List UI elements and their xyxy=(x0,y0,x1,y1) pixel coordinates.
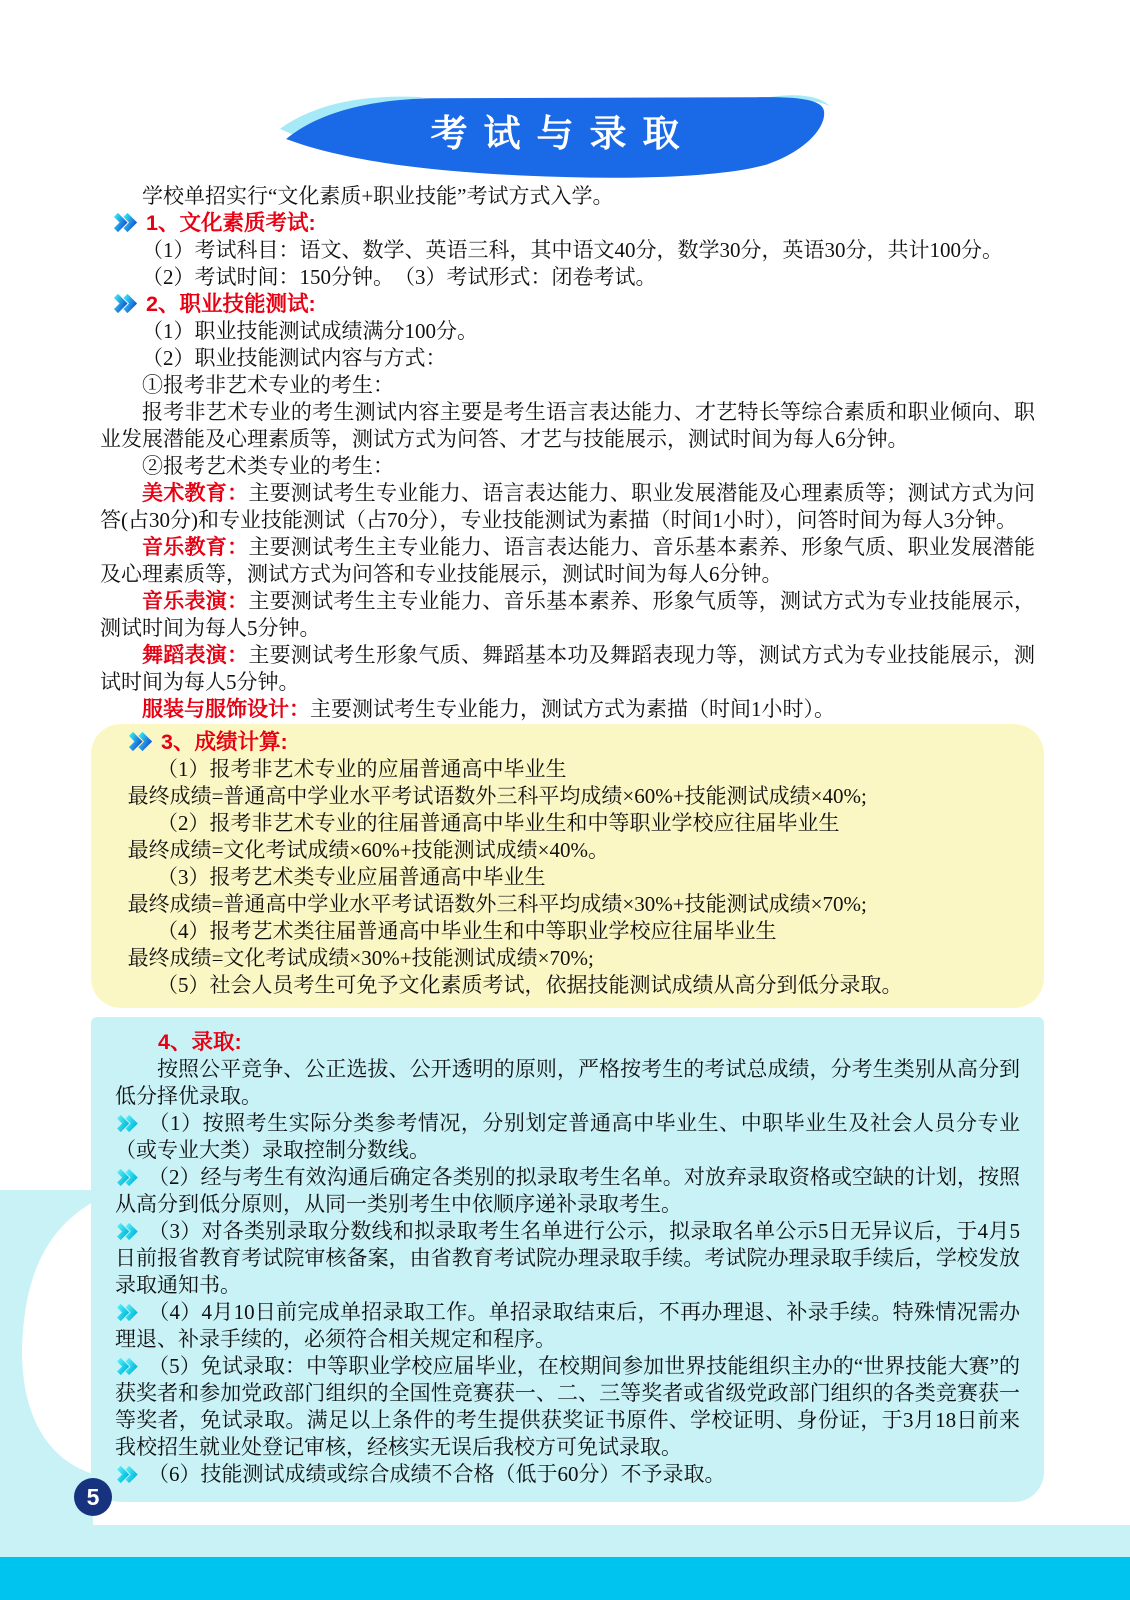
major-desc: 主要测试考生主专业能力、语言表达能力、音乐基本素养、形象气质、职业发展潜能及心理素质等，测试方式为问答和专业技能展示，测试时间为每人6分钟。 xyxy=(100,535,1035,586)
admission-item-text: （1）按照考生实际分类参考情况，分别划定普通高中毕业生、中职毕业生及社会人员分专业（或专业大类）录取控制分数线。 xyxy=(115,1111,1020,1162)
rule-line: （2）报考非艺术专业的往届普通高中毕业生和中等职业学校应往届毕业生 xyxy=(157,811,840,835)
paragraph: （1）考试科目：语文、数学、英语三科，其中语文40分，数学30分，英语30分，共计100分。 xyxy=(142,238,1003,262)
major-paragraph xyxy=(100,696,1035,723)
major-paragraph xyxy=(100,534,1035,588)
left-corner-decoration xyxy=(0,1190,95,1525)
rule-line: （1）报考非艺术专业的应届普通高中毕业生 xyxy=(157,757,567,781)
header-banner xyxy=(280,88,830,188)
chevron-double-icon xyxy=(115,1223,138,1240)
major-desc: 主要测试考生专业能力，测试方式为素描（时间1小时）。 xyxy=(310,697,835,721)
major-desc: 主要测试考生主专业能力、音乐基本素养、形象气质等，测试方式为专业技能展示，测试时间为每人5分钟。 xyxy=(100,589,1035,640)
major-desc: 主要测试考生形象气质、舞蹈基本功及舞蹈表现力等，测试方式为专业技能展示，测试时间为每人5分钟。 xyxy=(100,643,1035,694)
chevron-double-icon xyxy=(115,1466,138,1483)
paragraph: （1）职业技能测试成绩满分100分。 xyxy=(142,319,478,343)
major-name: 音乐表演： xyxy=(142,589,249,613)
formula-line: 最终成绩=文化考试成绩×30%+技能测试成绩×70%; xyxy=(127,946,594,970)
chevron-double-icon xyxy=(112,213,137,232)
section-1-title: 1、文化素质考试: xyxy=(146,211,316,235)
footer-band-light xyxy=(0,1525,1130,1557)
admission-item-text: （2）经与考生有效沟通后确定各类别的拟录取考生名单。对放弃录取资格或空缺的计划，按照从高分到低分原则，从同一类别考生中依顺序递补录取考生。 xyxy=(115,1165,1020,1216)
section-2-heading xyxy=(100,291,1035,318)
major-paragraph xyxy=(100,642,1035,696)
chevron-double-icon xyxy=(115,1169,138,1186)
major-paragraph xyxy=(100,588,1035,642)
major-desc: 主要测试考生专业能力、语言表达能力、职业发展潜能及心理素质等；测试方式为问答(占30分)和专业技能测试（占70分），专业技能测试为素描（时间1小时），问答时间为每人3分钟。 xyxy=(100,481,1035,532)
rule-line: （3）报考艺术类专业应届普通高中毕业生 xyxy=(157,865,546,889)
main-content xyxy=(100,183,1035,1502)
rule-line: （5）社会人员考生可免予文化素质考试，依据技能测试成绩从高分到低分录取。 xyxy=(157,973,903,997)
major-name: 舞蹈表演： xyxy=(142,643,249,667)
section-1-heading xyxy=(100,210,1035,237)
admission-item xyxy=(115,1461,1020,1488)
formula-line: 最终成绩=普通高中学业水平考试语数外三科平均成绩×30%+技能测试成绩×70%; xyxy=(127,892,867,916)
major-name: 服装与服饰设计： xyxy=(142,697,310,721)
section-4-title: 4、录取: xyxy=(158,1030,242,1054)
admission-item-text: （3）对各类别录取分数线和拟录取考生名单进行公示，拟录取名单公示5日无异议后，于4月5日前报省教育考试院审核备案，由省教育考试院办理录取手续。考试院办理录取手续后，学校发放录取通知书。 xyxy=(115,1219,1020,1297)
footer-band-cyan xyxy=(0,1557,1130,1600)
rule-line: （4）报考艺术类往届普通高中毕业生和中等职业学校应往届毕业生 xyxy=(157,919,777,943)
section-2-title: 2、职业技能测试: xyxy=(146,292,316,316)
major-paragraph xyxy=(100,480,1035,534)
admission-item xyxy=(115,1164,1020,1218)
paragraph: （2）职业技能测试内容与方式： xyxy=(142,346,447,370)
admission-item-text: （4）4月10日前完成单招录取工作。单招录取结束后，不再办理退、补录手续。特殊情况需办理退、补录手续的，必须符合相关规定和程序。 xyxy=(115,1300,1020,1351)
admission-item xyxy=(115,1218,1020,1299)
paragraph: 按照公平竞争、公正选拔、公开透明的原则，严格按考生的考试总成绩，分考生类别从高分到低分择优录取。 xyxy=(115,1057,1020,1108)
chevron-double-icon xyxy=(115,1358,138,1375)
admission-item xyxy=(115,1110,1020,1164)
admission-item-text: （5）免试录取：中等职业学校应届毕业，在校期间参加世界技能组织主办的“世界技能大赛”的获奖者和参加党政部门组织的全国性竞赛获一、二、三等奖者或省级党政部门组织的各类竞赛获一等奖者，免试录取。满足以上条件的考生提供获奖证书原件、学校证明、身份证，于3月18日前来我校招生就业处登记审核，经核实无误后我校方可免试录取。 xyxy=(115,1354,1020,1459)
chevron-double-icon xyxy=(115,1115,138,1132)
page-number-badge: 5 xyxy=(74,1478,112,1516)
chevron-double-icon xyxy=(127,732,152,751)
intro-paragraph: 学校单招实行“文化素质+职业技能”考试方式入学。 xyxy=(142,184,614,208)
formula-line: 最终成绩=普通高中学业水平考试语数外三科平均成绩×60%+技能测试成绩×40%; xyxy=(127,784,867,808)
paragraph: ②报考艺术类专业的考生： xyxy=(142,454,394,478)
paragraph: （2）考试时间：150分钟。 （3）考试形式：闭卷考试。 xyxy=(142,265,657,289)
major-name: 美术教育： xyxy=(142,481,249,505)
admission-item-text: （6）技能测试成绩或综合成绩不合格（低于60分）不予录取。 xyxy=(148,1462,726,1486)
section-3-title: 3、成绩计算: xyxy=(161,730,288,754)
score-calculation-box xyxy=(91,724,1044,1008)
paragraph: ①报考非艺术专业的考生： xyxy=(142,373,394,397)
page-title: 考试与录取 xyxy=(430,113,696,154)
major-name: 音乐教育： xyxy=(142,535,249,559)
section-3-heading xyxy=(115,729,1020,756)
paragraph: 报考非艺术专业的考生测试内容主要是考生语言表达能力、才艺特长等综合素质和职业倾向、职业发展潜能及心理素质等，测试方式为问答、才艺与技能展示，测试时间为每人6分钟。 xyxy=(100,400,1035,451)
formula-line: 最终成绩=文化考试成绩×60%+技能测试成绩×40%。 xyxy=(127,838,609,862)
admission-item xyxy=(115,1299,1020,1353)
chevron-double-icon xyxy=(115,1304,138,1321)
admission-item xyxy=(115,1353,1020,1461)
admission-box xyxy=(91,1017,1044,1502)
chevron-double-icon xyxy=(112,294,137,313)
